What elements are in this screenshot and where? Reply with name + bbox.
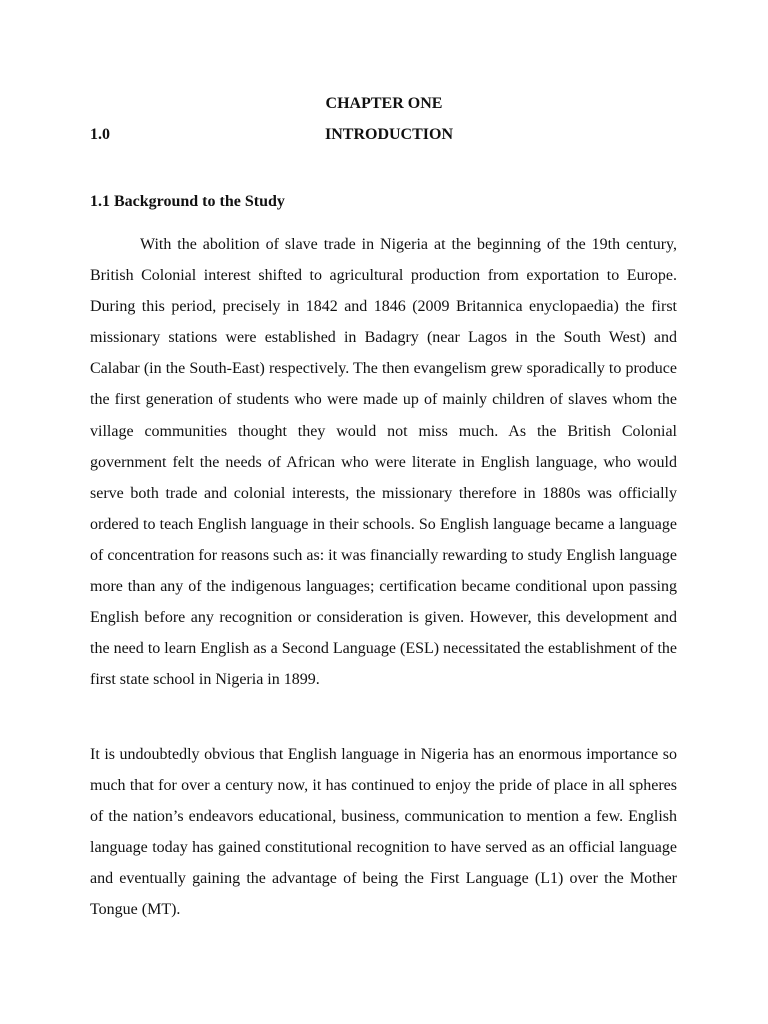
chapter-heading	[90, 124, 677, 146]
chapter-title: CHAPTER ONE	[325, 95, 443, 112]
section-heading: 1.1 Background to the Study	[90, 193, 285, 210]
heading-number: 1.0	[90, 126, 110, 143]
heading-text: INTRODUCTION	[324, 126, 453, 143]
paragraph-background: With the abolition of slave trade in Nigeria at the beginning of the 19th century, British Colonial interest shifted to agricultural production from exportation to Europe. During this period, precisely in 1842 and 1846 (2009 Britannica enyclopaedia) the first missionary stations were established in Badagry (near Lagos in the South West) and Calabar (in the South-East) respectively. The then evangelism grew sporadically to produce the first generation of students who were made up of mainly children of slaves whom the village communities thought they would not miss much. As the British Colonial government felt the needs of African who were literate in English language, who would serve both trade and colonial interests, the missionary therefore in 1880s was officially ordered to teach English language in their schools. So English language became a language of concentration for reasons such as: it was financially rewarding to study English language more than any of the indigenous languages; certification became conditional upon passing English before any recognition or consideration is given. However, this development and the need to learn English as a Second Language (ESL) necessitated the establishment of the first state school in Nigeria in 1899.	[90, 236, 677, 689]
paragraph-importance: It is undoubtedly obvious that English language in Nigeria has an enormous importance so much that for over a century now, it has continued to enjoy the pride of place in all spheres of the nation’s endeavors educational, business, communication to mention a few. English language today has gained constitutional recognition to have served as an official language and eventually gaining the advantage of being the First Language (L1) over the Mother Tongue (MT).	[90, 746, 677, 919]
